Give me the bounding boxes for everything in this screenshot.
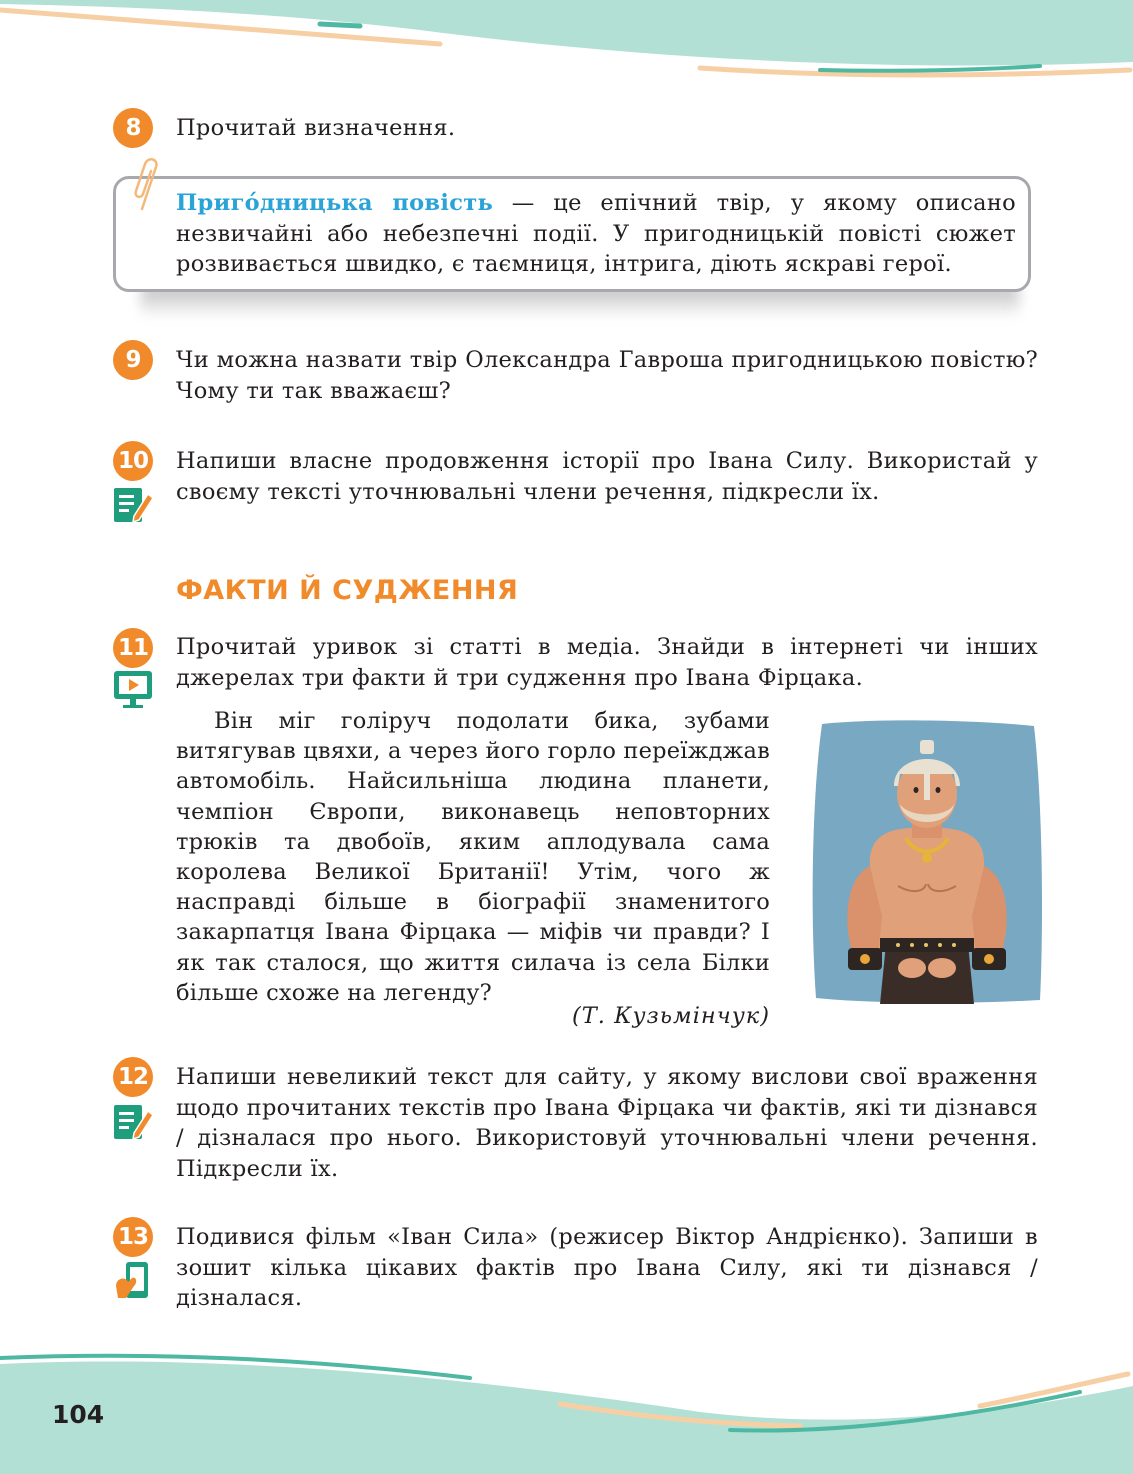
tablet-icon <box>112 1260 154 1302</box>
strongman-illustration <box>808 716 1046 1004</box>
section-title: ФАКТИ Й СУДЖЕННЯ <box>176 575 519 606</box>
write-icon <box>112 484 154 526</box>
task-number-11: 11 <box>113 628 153 668</box>
task-number-13: 13 <box>113 1217 153 1257</box>
task-11-text: Прочитай уривок зі статті в медіа. Знайди в інтернеті чи інших джерелах три факти й три судження про Івана Фірцака. <box>176 634 1038 691</box>
media-icon <box>112 668 154 710</box>
task-9-text: Чи можна назвати твір Олександра Гавроша пригодницькою повістю? Чому ти так вважаєш? <box>176 347 1038 404</box>
bottom-decorative-band <box>0 1334 1133 1474</box>
definition-text <box>176 188 1016 280</box>
definition-term: Приго́дницька повість <box>176 190 494 216</box>
task-number-10: 10 <box>113 441 153 481</box>
task-13-text: Подивися фільм «Іван Сила» (режисер Віктор Андрієнко). Запиши в зошит кілька цікавих фактів про Івана Силу, які ти дізнався / дізналася. <box>176 1224 1038 1311</box>
excerpt-text: Він міг голіруч подолати бика, зубами витягував цвяхи, а через його горло переїжджав автомобіль. Найсильніша людина планети, чемпіон Європи, виконавець неповторних трюків та двобоїв, яким аплодувала сама королева Великої Британії! Утім, чого ж насправді більше в біографії знаменитого закарпатця Івана Фірцака — міфів чи правди? І як так сталося, що життя силача із села Білки більше схоже на легенду? <box>176 708 770 1006</box>
top-decorative-band <box>0 0 1133 110</box>
task-10-text: Напиши власне продовження історії про Івана Силу. Використай у своєму тексті уточнювальні члени речення, підкресли їх. <box>176 448 1038 505</box>
write-icon <box>112 1101 154 1143</box>
excerpt-author: (Т. Кузьмінчук) <box>571 1003 770 1029</box>
task-number-9: 9 <box>113 340 153 380</box>
task-number-8: 8 <box>113 108 153 148</box>
definition-body: — це епічний твір, у якому описано незвичайні або небезпечні події. У пригодницькій повісті сюжет розвивається швидко, є таємниця, інтрига, діють яскраві герої. <box>176 190 1016 277</box>
task-number-12: 12 <box>113 1057 153 1097</box>
task-12-text: Напиши невеликий текст для сайту, у якому вислови свої враження щодо прочитаних текстів про Івана Фірцака чи фактів, які ти дізнався / дізналася про нього. Використовуй уточнювальні члени речення. Підкресли їх. <box>176 1064 1038 1182</box>
page-number: 104 <box>52 1400 105 1429</box>
paperclip-icon <box>132 157 166 213</box>
task-8-text: Прочитай визначення. <box>176 115 456 141</box>
